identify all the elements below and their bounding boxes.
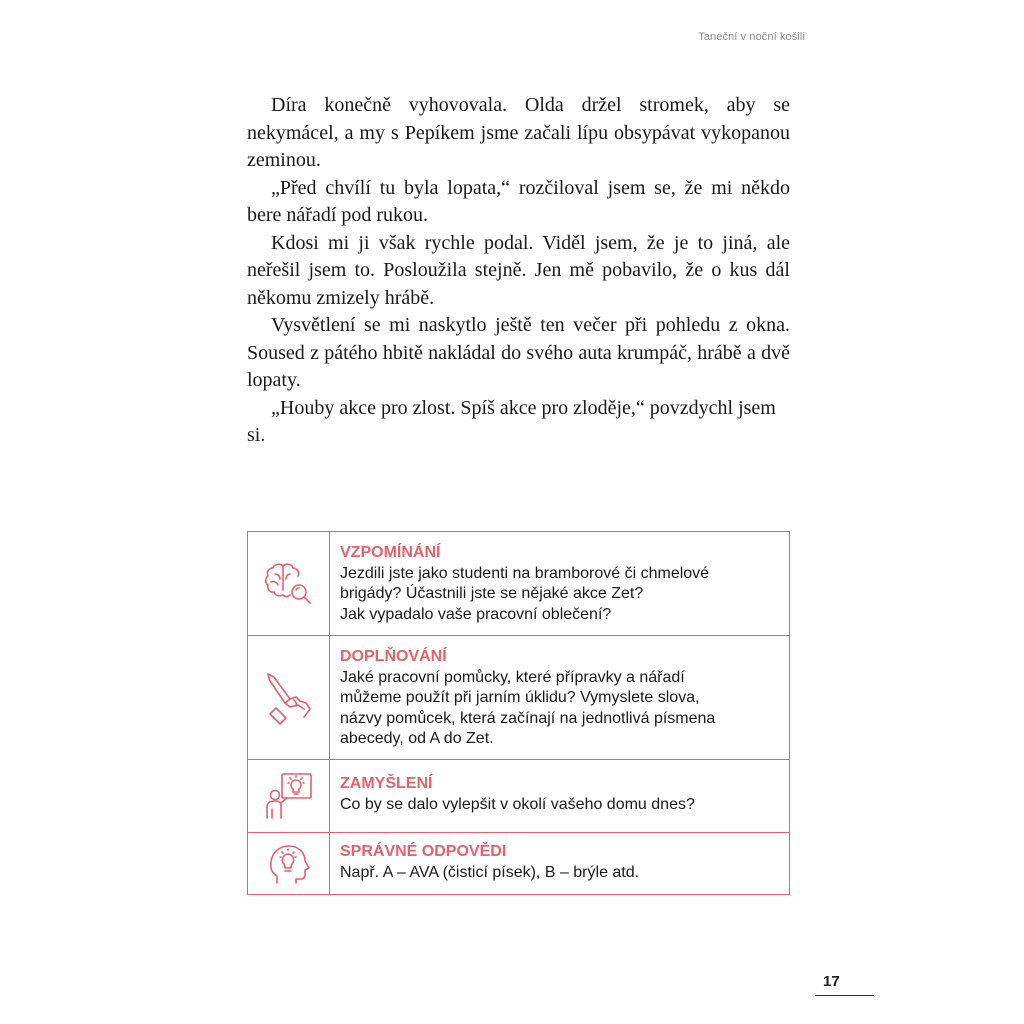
activity-text-cell: [330, 636, 790, 760]
paragraph: „Houby akce pro zlost. Spíš akce pro zloděje,“ povzdychl jsem si.: [247, 396, 776, 446]
head-lightbulb-icon: [267, 843, 311, 885]
activity-title: ZAMYŠLENÍ: [340, 775, 433, 792]
activity-title: VZPOMÍNÁNÍ: [340, 544, 441, 561]
running-header: Taneční v noční košili: [698, 31, 805, 43]
story-text: [247, 92, 790, 450]
activity-title: DOPLŇOVÁNÍ: [340, 648, 447, 665]
activity-text-line: brigády? Účastnili jste se nějaké akce Zet?: [340, 585, 644, 603]
paragraph: Díra konečně vyhovovala. Olda držel stromek, aby se nekymácel, a my s Pepíkem jsme začali lípu obsypávat vykopanou zeminou.: [247, 94, 790, 171]
activity-icon-cell: [248, 532, 330, 636]
activity-icon-cell: [248, 636, 330, 760]
paragraph: Vysvětlení se mi naskytlo ještě ten večer při pohledu z okna. Soused z pátého hbitě nakládal do svého auta krumpáč, hrábě a dvě lopaty.: [247, 314, 790, 391]
activity-row-spravne-odpovedi: [248, 833, 790, 895]
activity-icon-cell: [248, 760, 330, 833]
page-number-rule: [815, 995, 874, 996]
activity-text-cell: [330, 532, 790, 636]
presenter-idea-icon: [264, 771, 314, 821]
hand-pencil-icon: [264, 670, 314, 726]
activity-text-line: můžeme použít při jarním úklidu? Vymyslete slova,: [340, 689, 700, 707]
activity-text-line: Jak vypadalo vaše pracovní oblečení?: [340, 605, 612, 623]
activity-text-line: Co by se dalo vylepšit v okolí vašeho domu dnes?: [340, 795, 695, 813]
activity-text-line: Např. A – AVA (čisticí písek), B – brýle atd.: [340, 863, 640, 881]
brain-search-icon: [263, 560, 315, 608]
activity-icon-cell: [248, 833, 330, 895]
activity-title: SPRÁVNÉ ODPOVĚDI: [340, 843, 507, 860]
activity-text-line: Jaké pracovní pomůcky, které přípravky a nářadí: [340, 668, 685, 686]
page-number: 17: [823, 973, 840, 990]
paragraph: Kdosi mi ji však rychle podal. Viděl jsem, že je to jiná, ale neřešil jsem to. Posloužila stejně. Jen mě pobavilo, že o kus dál někomu zmizely hrábě.: [247, 231, 790, 309]
activity-text-cell: [330, 760, 790, 833]
activity-text-line: abecedy, od A do Zet.: [340, 730, 494, 748]
activity-row-zamysleni: [248, 760, 790, 833]
paragraph: „Před chvílí tu byla lopata,“ rozčiloval jsem se, že mi někdo bere nářadí pod rukou.: [247, 176, 790, 226]
activity-row-doplnovani: [248, 636, 790, 760]
activity-table: [247, 531, 790, 895]
activity-text-line: Jezdili jste jako studenti na bramborové či chmelové: [340, 564, 710, 582]
activity-text-cell: [330, 833, 790, 895]
activity-row-vzpominani: [248, 532, 790, 636]
activity-text-line: názvy pomůcek, která začínají na jednotlivá písmena: [340, 709, 716, 727]
